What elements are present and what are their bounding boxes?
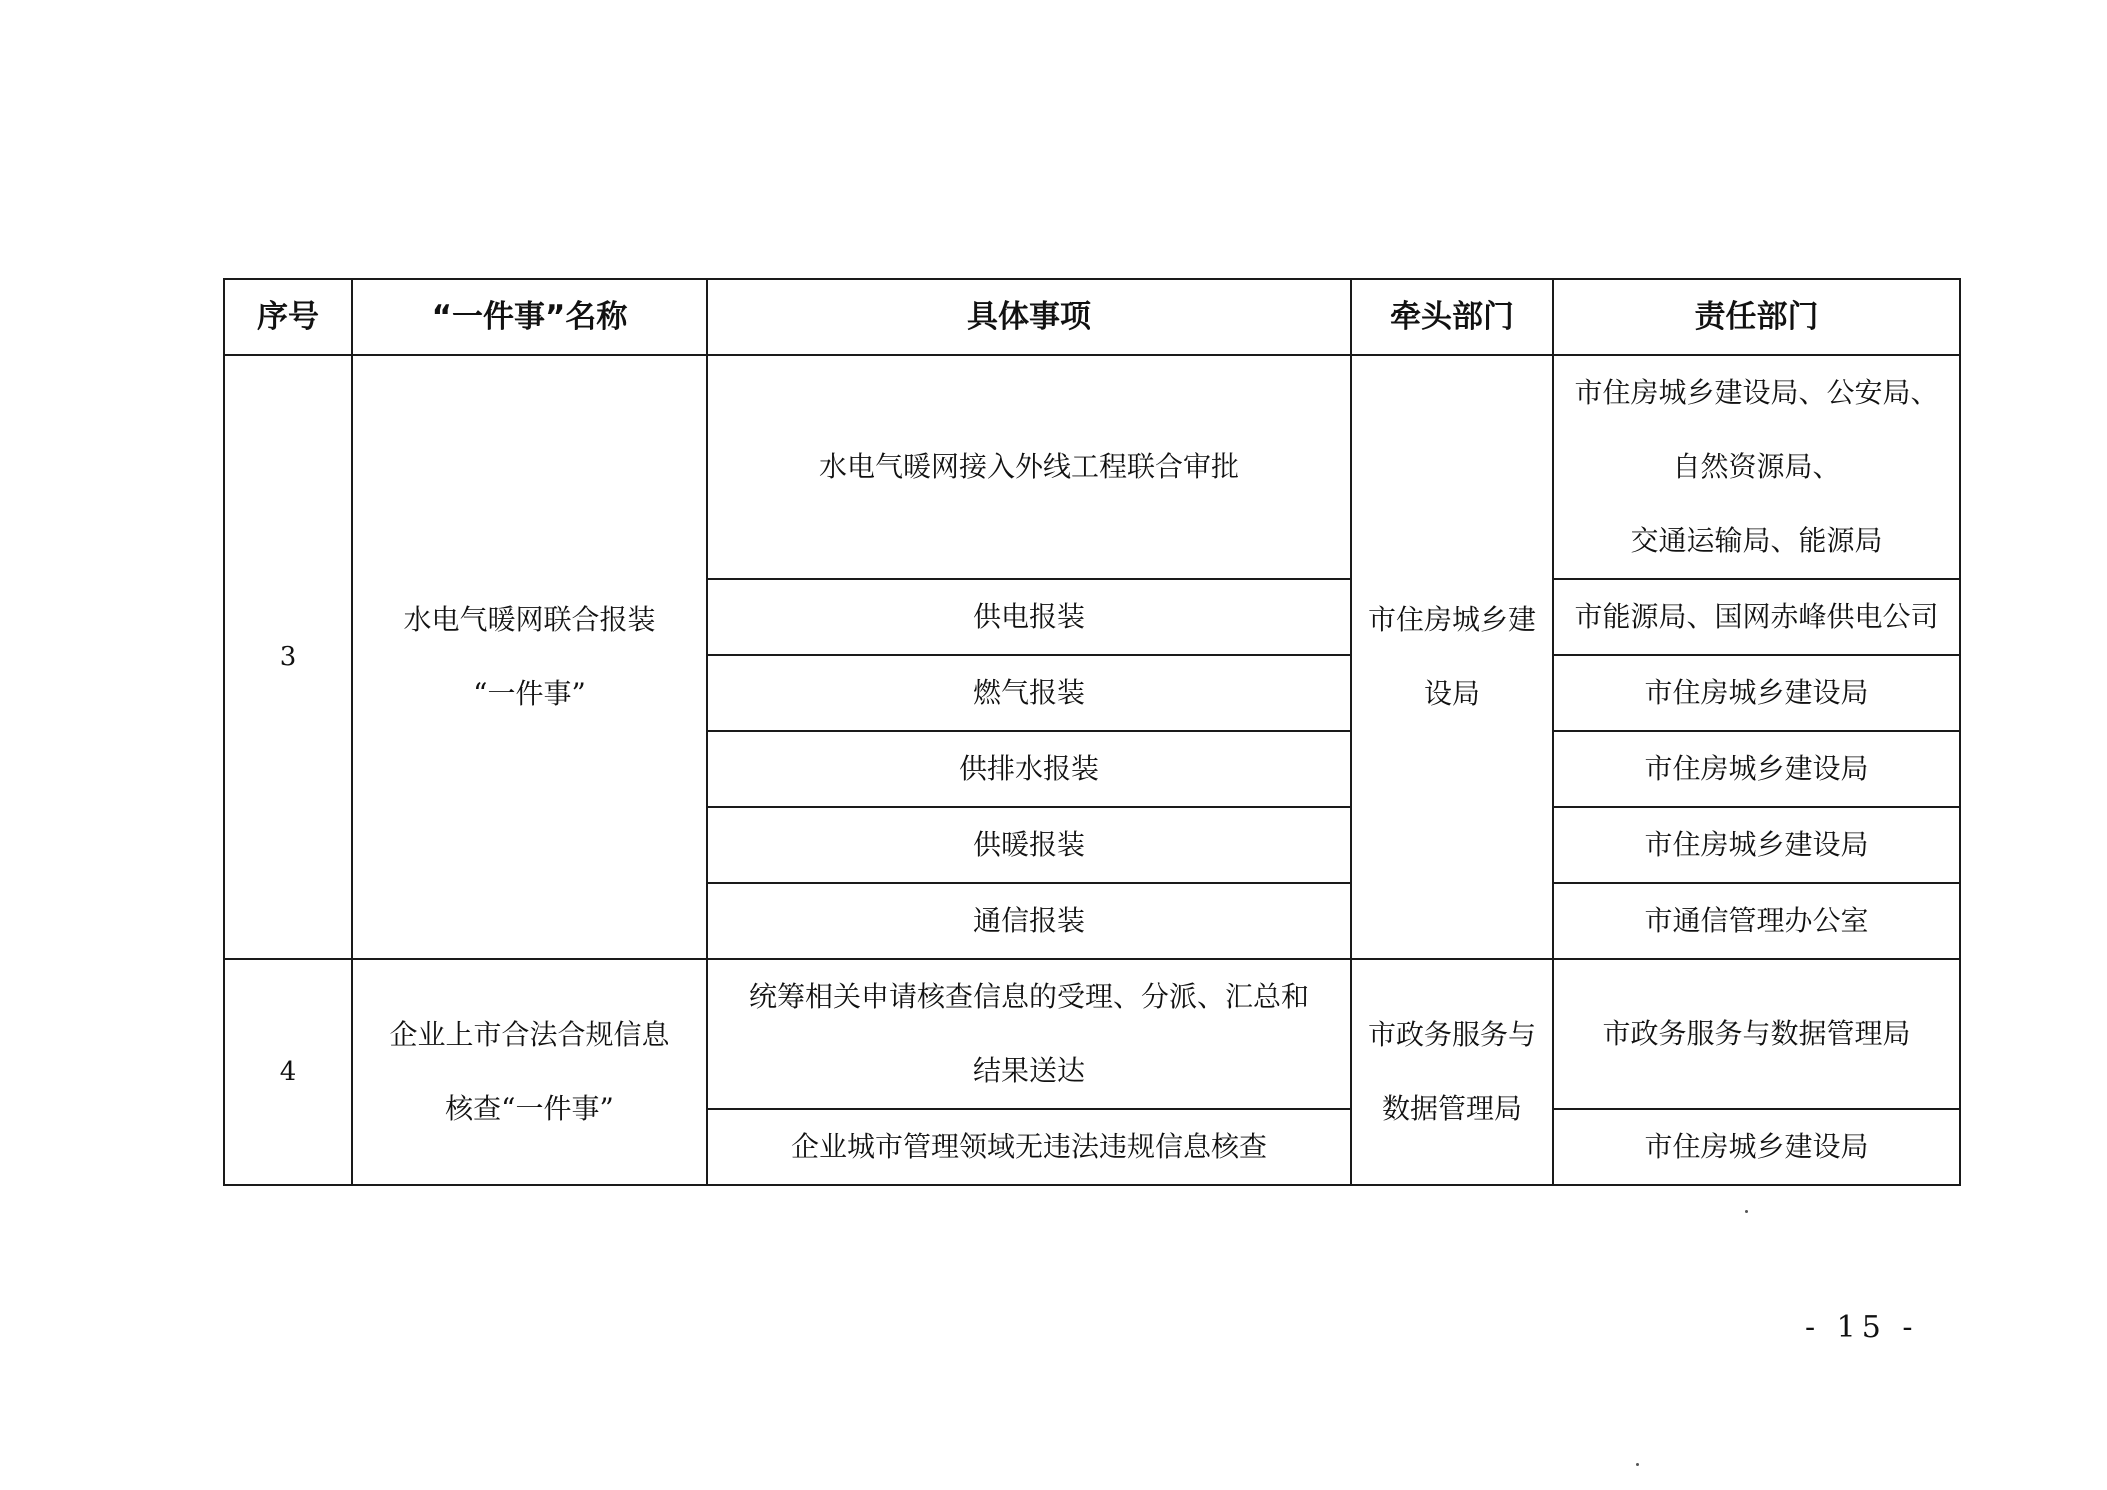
item-cell [707, 959, 1351, 1109]
item-cell: 通信报装 [707, 883, 1351, 959]
item-cell: 燃气报装 [707, 655, 1351, 731]
seq-cell: 4 [224, 959, 352, 1185]
name-line: 企业上市合法合规信息 [389, 1018, 670, 1051]
name-line: 水电气暖网联合报装 [403, 603, 656, 636]
resp-dept-cell: 市住房城乡建设局 [1553, 731, 1960, 807]
name-line: 核查“一件事” [445, 1092, 614, 1125]
table-row [224, 355, 1960, 579]
lead-dept-cell [1351, 355, 1553, 959]
item-cell: 供暖报装 [707, 807, 1351, 883]
table-row [224, 959, 1960, 1109]
resp-dept-cell: 市能源局、国网赤峰供电公司 [1553, 579, 1960, 655]
scan-speck [1745, 1210, 1748, 1213]
item-line: 结果送达 [972, 1054, 1085, 1087]
resp-line: 市住房城乡建设局、公安局、 [1574, 376, 1939, 409]
lead-line: 数据管理局 [1381, 1092, 1522, 1125]
page-number: - 15 - [1805, 1310, 1919, 1345]
matters-table [223, 278, 1961, 1186]
name-cell [352, 355, 707, 959]
lead-dept-cell [1351, 959, 1553, 1185]
resp-dept-cell: 市住房城乡建设局 [1553, 807, 1960, 883]
item-line: 统筹相关申请核查信息的受理、分派、汇总和 [748, 980, 1309, 1013]
header-seq: 序号 [224, 279, 352, 355]
item-cell: 供排水报装 [707, 731, 1351, 807]
name-cell [352, 959, 707, 1185]
header-name: “一件事”名称 [352, 279, 707, 355]
header-lead-dept: 牵头部门 [1351, 279, 1553, 355]
scan-speck [1636, 1463, 1639, 1466]
resp-dept-cell: 市住房城乡建设局 [1553, 1109, 1960, 1185]
resp-dept-cell [1553, 355, 1960, 579]
table-header-row [224, 279, 1960, 355]
name-line: “一件事” [473, 677, 586, 710]
lead-line: 设局 [1423, 677, 1480, 710]
resp-dept-cell: 市通信管理办公室 [1553, 883, 1960, 959]
item-cell: 企业城市管理领域无违法违规信息核查 [707, 1109, 1351, 1185]
header-item: 具体事项 [707, 279, 1351, 355]
lead-line: 市住房城乡建 [1367, 603, 1536, 636]
resp-line: 自然资源局、 [1672, 450, 1841, 483]
resp-line: 交通运输局、能源局 [1630, 524, 1883, 557]
resp-dept-cell: 市住房城乡建设局 [1553, 655, 1960, 731]
lead-line: 市政务服务与 [1367, 1018, 1536, 1051]
seq-cell: 3 [224, 355, 352, 959]
item-cell: 供电报装 [707, 579, 1351, 655]
item-cell: 水电气暖网接入外线工程联合审批 [707, 355, 1351, 579]
resp-dept-cell: 市政务服务与数据管理局 [1553, 959, 1960, 1109]
header-resp-dept: 责任部门 [1553, 279, 1960, 355]
